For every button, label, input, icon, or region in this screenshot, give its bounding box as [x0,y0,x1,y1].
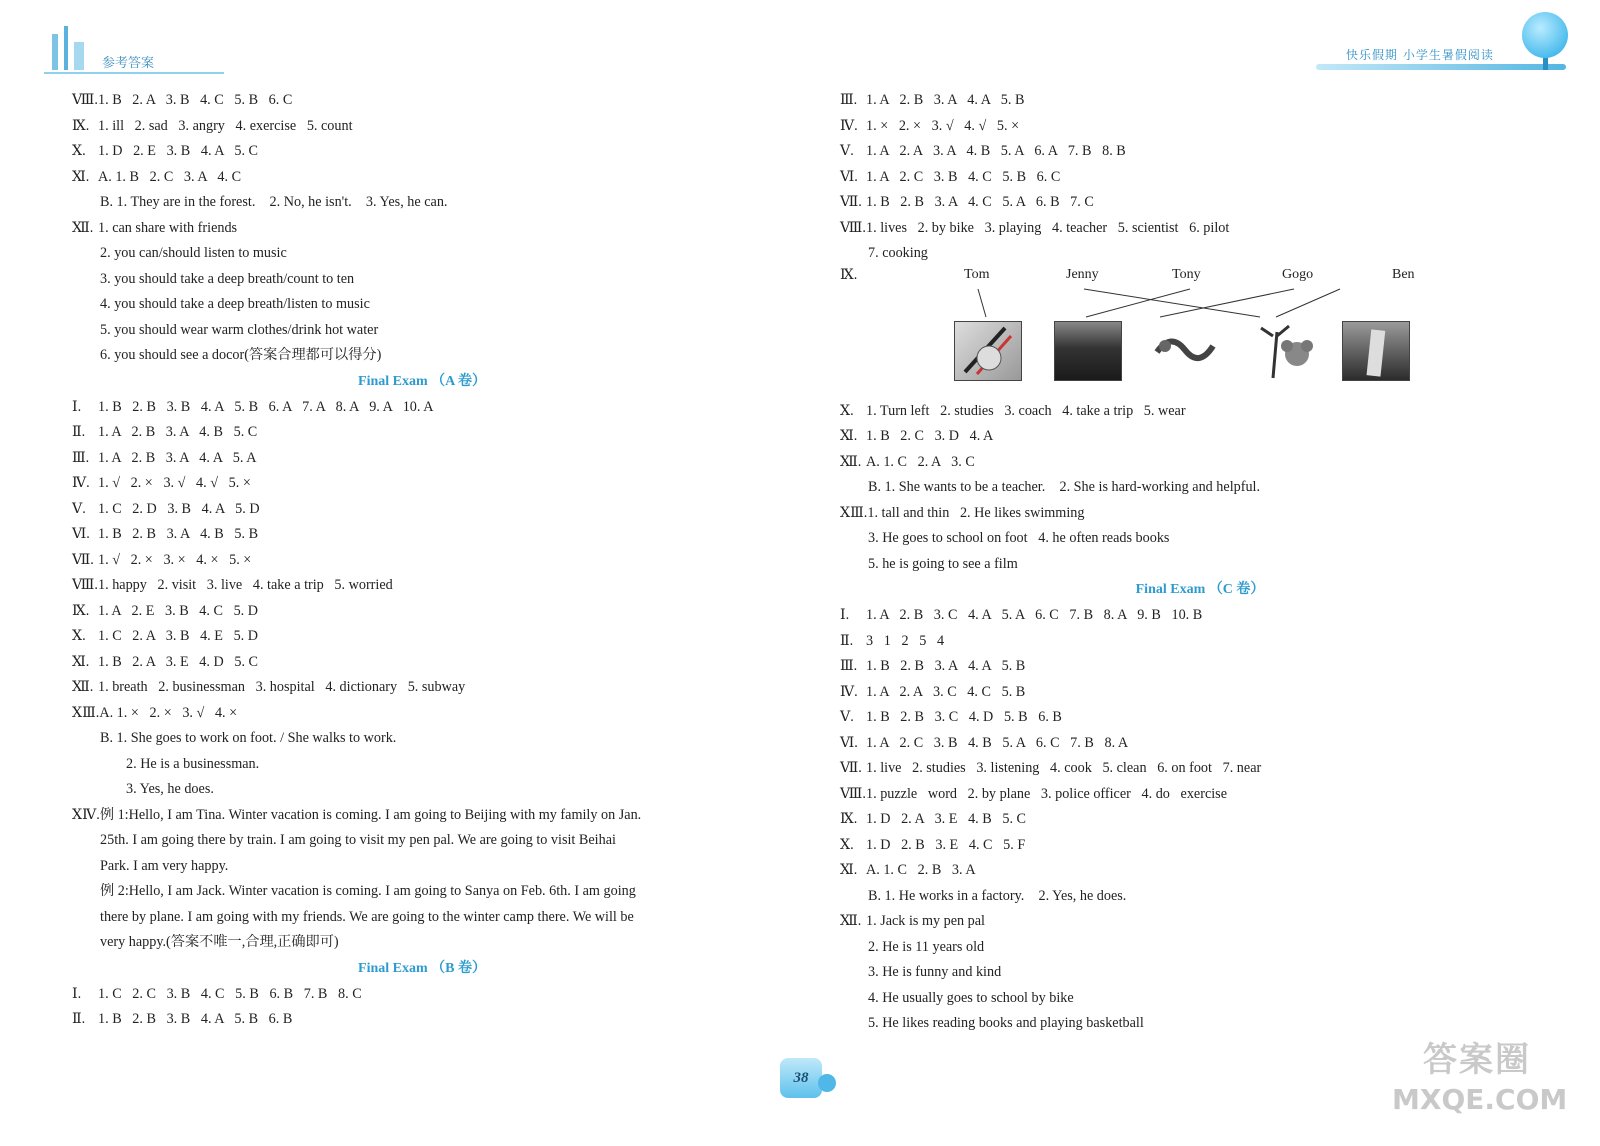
answer-line [72,675,772,701]
question-number: Ⅳ. [840,683,858,700]
answer-line [72,497,772,523]
question-number: Ⅲ. [840,658,858,674]
question-number: Ⅵ. [840,734,858,751]
answer-line [72,471,772,497]
question-number: Ⅷ. [72,92,98,108]
answer-text: 1. A 2. E 3. B 4. C 5. D [98,602,259,619]
question-number: Ⅻ. [840,913,862,929]
question-number: Ⅰ. [840,607,850,623]
answer-text: 1. lives 2. by bike 3. playing 4. teacher 5. scientist 6. pilot [866,219,1230,236]
answer-line [840,399,1560,425]
answer-text: B. 1. They are in the forest. 2. No, he isn't. 3. Yes, he can. [100,194,448,210]
answer-text: 1. B 2. A 3. B 4. C 5. B 6. C [98,92,293,108]
answer-line [72,726,772,752]
answer-line [840,986,1560,1012]
question-number: ⅩⅢ. [72,704,100,721]
answer-line [72,420,772,446]
answer-text: A. 1. C 2. A 3. C [866,453,975,470]
watermark-line1: 答案圈 [1423,1040,1531,1080]
answer-line [72,114,772,140]
answer-line [72,241,772,267]
answer-text: 1. B 2. B 3. A 4. B 5. B [98,526,259,542]
question-number: Ⅹ. [72,628,86,644]
question-number: Ⅲ. [72,449,90,466]
answer-text: 1. B 2. C 3. D 4. A [866,428,994,444]
match-name-ben: Ben [1392,266,1415,282]
answer-line [72,190,772,216]
answer-line [72,930,772,956]
question-number: Ⅺ. [72,168,90,185]
question-number: Ⅻ. [72,219,94,236]
answer-text: 1. A 2. B 3. A 4. B 5. C [98,424,258,440]
answer-text: 1. A 2. A 3. A 4. B 5. A 6. A 7. B 8. B [866,143,1126,159]
answer-text: 1. tall and thin 2. He likes swimming [867,504,1085,521]
answer-text: 1. Jack is my pen pal [866,913,985,929]
answer-text: 4. He usually goes to school by bike [868,989,1074,1006]
question-number: Ⅶ. [840,194,862,210]
answer-text: 1. happy 2. visit 3. live 4. take a trip 5. worried [98,577,393,593]
answer-line [840,216,1560,242]
answer-text: 1. √ 2. × 3. √ 4. √ 5. × [98,475,251,491]
answer-line [840,884,1560,910]
answer-text: 1. A 2. C 3. B 4. B 5. A 6. C 7. B 8. A [866,734,1129,751]
question-number: Ⅴ. [72,500,86,517]
answer-text: 3. you should take a deep breath/count to ten [100,270,355,287]
matching-exercise [840,267,1560,399]
question-number: ⅩⅢ. [840,504,868,521]
question-number: Ⅺ. [840,428,858,444]
answer-text: B. 1. He works in a factory. 2. Yes, he does. [868,887,1127,904]
answer-line [840,501,1560,527]
answer-text: 1. B 2. B 3. B 4. A 5. B 6. A 7. A 8. A 9. A 10. A [98,398,434,415]
answer-line [840,960,1560,986]
question-number: Ⅱ. [72,1011,86,1027]
answer-text: 1. B 2. B 3. B 4. A 5. B 6. B [98,1011,293,1027]
answer-text: 1. D 2. E 3. B 4. A 5. C [98,143,259,159]
answer-text: 1. ill 2. sad 3. angry 4. exercise 5. count [98,117,353,134]
answer-line [840,731,1560,757]
header-right-title: 快乐假期 小学生暑假阅读 [1346,48,1494,62]
answer-line [840,241,1560,267]
answer-line [72,522,772,548]
section-heading: Final Exam （C 卷） [1135,582,1265,597]
answer-line [72,905,772,931]
answer-line [840,909,1560,935]
answer-text: 1. puzzle word 2. by plane 3. police officer 4. do exercise [866,785,1228,802]
answer-line [72,752,772,778]
question-number: Ⅶ. [72,551,94,568]
answer-line [840,88,1560,114]
question-number: Ⅶ. [840,760,862,776]
answer-line [840,629,1560,655]
question-number: Ⅰ. [72,398,82,415]
answer-text: 3. He goes to school on foot 4. he often reads books [868,530,1170,546]
answer-line [72,548,772,574]
answer-text: 25th. I am going there by train. I am going to visit my pen pal. We are going to visit Beihai [100,832,616,848]
answer-line [840,139,1560,165]
answer-line [72,318,772,344]
answer-text: 2. you can/should listen to music [100,245,287,261]
leaning-tower-image [1342,321,1410,381]
left-column [72,88,772,1033]
answer-line [840,680,1560,706]
great-wall-image [1054,321,1122,381]
answer-text: 1. B 2. B 3. A 4. C 5. A 6. B 7. C [866,194,1094,210]
answer-text: B. 1. She wants to be a teacher. 2. She is hard-working and helpful. [868,479,1261,495]
header-right-logo [1316,10,1576,82]
answer-line [72,573,772,599]
question-number: Ⅸ. [840,811,858,827]
answer-line [840,165,1560,191]
right-bottom-answers [840,399,1560,1037]
question-number: Ⅱ. [840,632,854,649]
question-number: Ⅹ. [840,402,854,419]
question-number: Ⅺ. [72,653,90,670]
question-number: Ⅴ. [840,143,854,159]
answer-line [840,833,1560,859]
answer-text: 7. cooking [868,245,928,261]
answer-text: 1. A 2. B 3. C 4. A 5. A 6. C 7. B 8. A 9. B 10. B [866,607,1203,623]
answer-text: 1. A 2. A 3. C 4. C 5. B [866,683,1026,700]
answer-line [840,782,1560,808]
dragon-image [1150,321,1218,381]
question-number: Ⅲ. [840,92,858,108]
answer-text: B. 1. She goes to work on foot. / She walks to work. [100,730,397,746]
header-left-logo [44,20,224,80]
question-number: Ⅸ. [72,117,90,134]
answer-text: 1. B 2. B 3. A 4. A 5. B [866,658,1026,674]
answer-line [72,828,772,854]
answer-text: 1. A 2. B 3. A 4. A 5. B [866,92,1025,108]
question-number: Ⅳ. [840,117,858,134]
answer-line [72,139,772,165]
question-number: Ⅷ. [840,785,866,802]
answer-text: 5. he is going to see a film [868,555,1018,572]
question-number: Ⅷ. [840,219,866,236]
answer-text: 1. A 2. C 3. B 4. C 5. B 6. C [866,168,1061,185]
question-number: Ⅻ. [72,679,94,695]
right-top-answers [840,88,1560,267]
answer-line [840,935,1560,961]
section-heading: Final Exam （B 卷） [358,960,486,976]
match-name-tom: Tom [964,266,990,282]
answer-text: 1. C 2. C 3. B 4. C 5. B 6. B 7. B 8. C [98,985,362,1002]
answer-line [72,216,772,242]
answer-text: 1. × 2. × 3. √ 4. √ 5. × [866,117,1020,134]
answer-text: 例 2:Hello, I am Jack. Winter vacation is coming. I am going to Sanya on Feb. 6th. I am going [100,883,636,899]
answer-text: A. 1. C 2. B 3. A [866,862,976,878]
answer-text: 4. you should take a deep breath/listen to music [100,296,370,312]
answer-text: 1. D 2. A 3. E 4. B 5. C [866,811,1027,827]
answer-text: 1. D 2. B 3. E 4. C 5. F [866,836,1026,853]
answer-line [72,701,772,727]
match-name-tony: Tony [1172,266,1201,282]
answer-text: 1. C 2. D 3. B 4. A 5. D [98,500,260,517]
answer-line [72,1007,772,1033]
answer-text: 2. He is a businessman. [126,755,260,772]
question-number: ⅩⅣ. [72,806,100,823]
answer-text: 1. breath 2. businessman 3. hospital 4. dictionary 5. subway [98,679,466,695]
answer-line [72,854,772,880]
answer-line [72,267,772,293]
answer-text: 1. B 2. A 3. E 4. D 5. C [98,653,259,670]
answer-line [72,446,772,472]
answer-line [840,552,1560,578]
answer-text: 1. √ 2. × 3. × 4. × 5. × [98,551,252,568]
answer-line [840,190,1560,216]
question-number: Ⅴ. [840,709,854,725]
watermark-logo [1392,1032,1568,1122]
answer-text: 6. you should see a docor(答案合理都可以得分) [100,347,382,363]
tree-icon [1522,12,1568,58]
answer-text: A. 1. × 2. × 3. √ 4. × [99,704,238,721]
answer-text: there by plane. I am going with my friends. We are going to the winter camp there. We will be [100,908,634,925]
header-left-title: 参考答案 [102,56,155,71]
answer-line [840,424,1560,450]
answer-line [840,705,1560,731]
answer-text: 1. live 2. studies 3. listening 4. cook 5. clean 6. on foot 7. near [866,760,1262,776]
answer-line [72,292,772,318]
answer-text: 1. Turn left 2. studies 3. coach 4. take a trip 5. wear [866,402,1186,419]
answer-line [840,858,1560,884]
answer-text: 2. He is 11 years old [868,938,985,955]
answer-line [840,603,1560,629]
page-number-decoration [818,1074,836,1092]
answer-line [840,654,1560,680]
question-number: Ⅹ. [840,836,854,853]
answer-text: 1. B 2. B 3. C 4. D 5. B 6. B [866,709,1062,725]
answer-text: 例 1:Hello, I am Tina. Winter vacation is coming. I am going to Beijing with my family on Jan. [99,806,642,823]
page-number: 38 [780,1058,822,1098]
answer-text: 3 1 2 5 4 [866,632,945,649]
answer-text: 1. can share with friends [98,219,238,236]
koala-image [1252,321,1320,381]
answer-line [72,650,772,676]
question-number: Ⅺ. [840,862,858,878]
answer-line [72,343,772,369]
answer-text: 3. He is funny and kind [868,964,1002,980]
answer-text: Park. I am very happy. [100,857,229,874]
section-heading: Final Exam （A 卷） [358,373,486,389]
answer-text: 1. A 2. B 3. A 4. A 5. A [98,449,257,466]
answer-line [72,599,772,625]
answer-text: 1. C 2. A 3. B 4. E 5. D [98,628,259,644]
question-number: Ⅱ. [72,424,86,440]
question-number: Ⅸ. [72,602,90,619]
question-number: Ⅹ. [72,143,86,159]
answer-text: 5. He likes reading books and playing basketball [868,1015,1144,1031]
painting-image [954,321,1022,381]
answer-line [72,395,772,421]
answer-text: 5. you should wear warm clothes/drink hot water [100,321,379,338]
question-number: Ⅰ. [72,985,82,1002]
right-column [840,88,1560,1037]
answer-text: 3. Yes, he does. [126,781,214,797]
answer-line [72,803,772,829]
answer-line [840,475,1560,501]
question-number: Ⅷ. [72,577,98,593]
answer-line [840,807,1560,833]
answer-text: very happy.(答案不唯一,合理,正确即可) [100,934,339,950]
question-number: Ⅻ. [840,453,862,470]
watermark-line2: MXQE.COM [1392,1083,1568,1116]
answer-line [72,879,772,905]
answer-text: A. 1. B 2. C 3. A 4. C [98,168,242,185]
answer-line [840,450,1560,476]
match-name-gogo: Gogo [1282,266,1314,282]
question-number: Ⅳ. [72,475,90,491]
match-name-jenny: Jenny [1066,266,1099,282]
matching-roman: Ⅸ. [840,266,858,283]
question-number: Ⅵ. [840,168,858,185]
answer-line [72,982,772,1008]
answer-line [72,88,772,114]
question-number: Ⅵ. [72,526,90,542]
answer-line [72,777,772,803]
answer-line [840,114,1560,140]
answer-line [72,624,772,650]
answer-line [72,165,772,191]
answer-line [840,526,1560,552]
answer-line [840,756,1560,782]
